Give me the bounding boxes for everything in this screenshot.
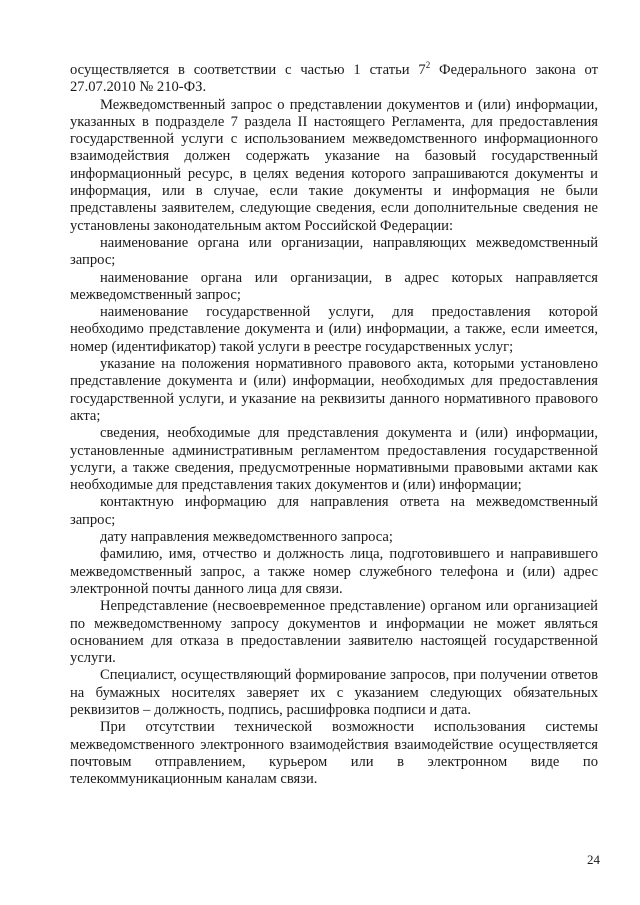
- list-item-legal-act: указание на положения нормативного правового акта, которыми установлено представление документа и (или) информации, необходимых для предоставления государственной услуги, и указание на реквизиты данного нормативного правового акта;: [70, 356, 598, 424]
- paragraph-text-after-footnote: Федерального закона от 27.07.2010 № 210-ФЗ.: [70, 62, 599, 96]
- paragraph-alternative-delivery: При отсутствии технической возможности использования системы межведомственного электронного взаимодействия взаимодействие осуществляется почтовым отправлением, курьером или в электронном виде по телекоммуникационным каналам связи.: [70, 719, 598, 788]
- list-item-requesting-organ: наименование органа или организации, направляющих межведомственный запрос;: [70, 234, 598, 269]
- paragraph-specialist-certification: Специалист, осуществляющий формирование запросов, при получении ответов на бумажных носителях заверяет их с указанием следующих обязательных реквизитов – должность, подпись, расшифровка подписи и дата.: [70, 667, 598, 718]
- list-item-responsible-person: фамилию, имя, отчество и должность лица, подготовившего и направившего межведомственный запрос, а также номер служебного телефона и (или) адрес электронной почты данного лица для связи.: [70, 546, 598, 597]
- list-item-request-date: дату направления межведомственного запроса;: [100, 529, 393, 546]
- list-item-service-name: наименование государственной услуги, для предоставления которой необходимо представление документа и (или) информации, а также, если имеется, номер (идентификатор) такой услуги в реестре государственных услуг;: [70, 304, 598, 355]
- superscript-index: 2: [425, 60, 431, 70]
- paragraph-non-submission: Непредставление (несвоевременное представление) органом или организацией по межведомственному запросу документов и информации не может являться основанием для отказа в предоставлении заявителю настоящей государственной услуги.: [70, 598, 598, 667]
- page-number: 24: [587, 852, 600, 867]
- paragraph-interagency-request: Межведомственный запрос о представлении документов и (или) информации, указанных в подразделе 7 раздела II настоящего Регламента, для предоставления государственной услуги с использованием межведомственного информационного взаимодействия должен содержать указание на базовый государственный информационный ресурс, в целях ведения которого запрашиваются документы и информация, или в случае, если такие документы и информация не были представлены заявителем, следующие сведения, если дополнительные сведения не установлены законодательным актом Российской Федерации:: [70, 96, 598, 234]
- paragraph-text-before-footnote: осуществляется в соответствии с частью 1 статьи 7: [70, 62, 426, 78]
- list-item-addressee-organ: наименование органа или организации, в адрес которых направляется межведомственный запрос;: [70, 269, 598, 303]
- list-item-required-information: сведения, необходимые для представления документа и (или) информации, установленные административным регламентом предоставления государственной услуги, а также сведения, предусмотренные нормативными правовыми актами как необходимые для представления таких документов и (или) информации;: [70, 425, 598, 494]
- document-body: [70, 62, 598, 788]
- list-item-contact-info: контактную информацию для направления ответа на межведомственный запрос;: [70, 494, 598, 528]
- paragraph-continuation: [70, 62, 598, 97]
